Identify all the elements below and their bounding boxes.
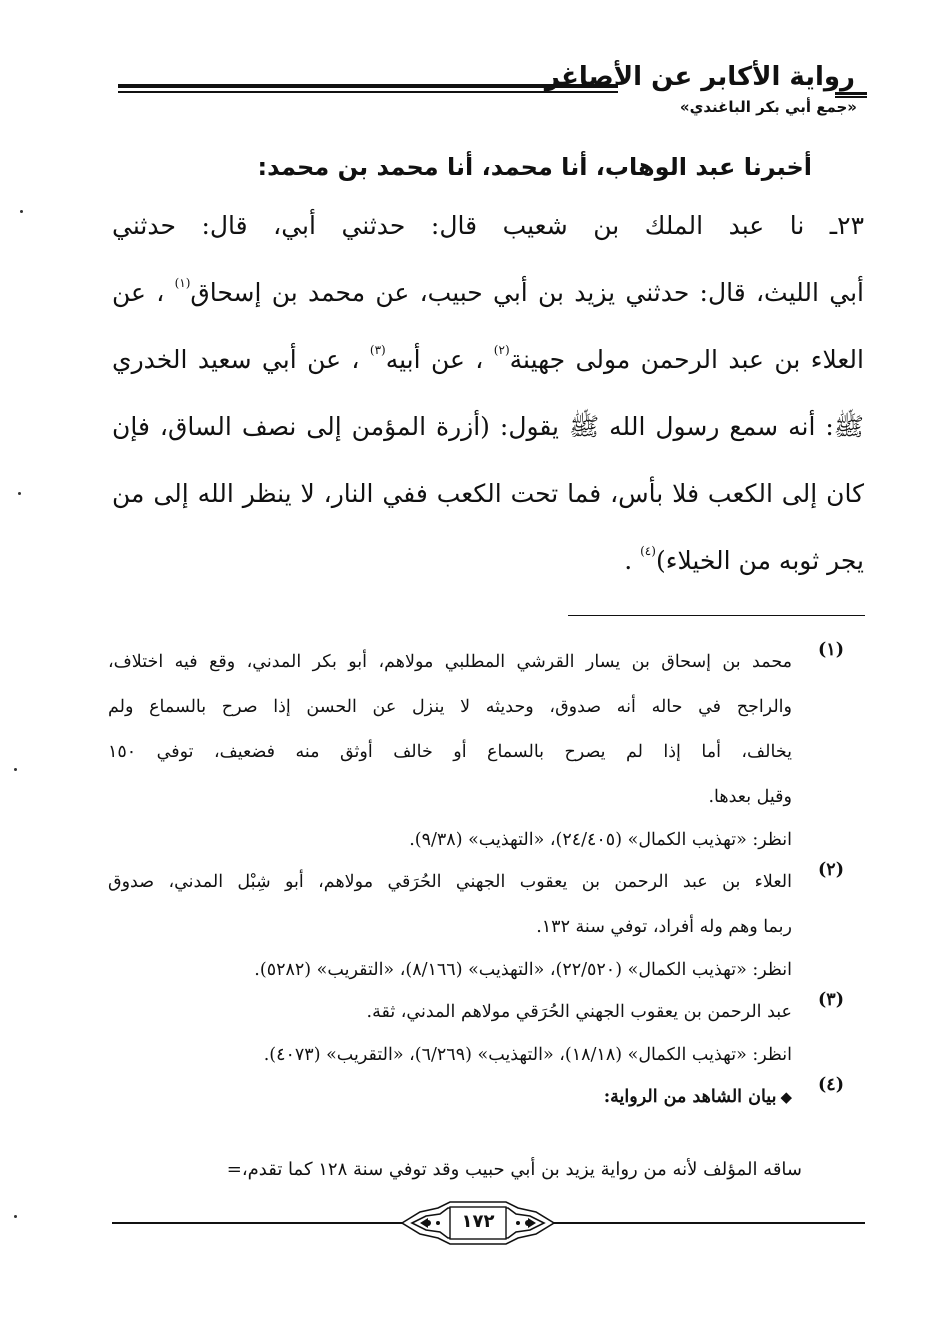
text-line: [112, 393, 864, 460]
footnote-line: ربما وهم وله أفراد، توفي سنة ١٣٢.: [536, 917, 792, 937]
scan-speck: [18, 492, 21, 495]
text-line: [112, 460, 864, 527]
header-rule-short: [835, 92, 867, 98]
footnote: [108, 990, 864, 1075]
footnote-line: عبد الرحمن بن يعقوب الجهني الحُرَقي مولاهم المدني، ثقة.: [366, 1002, 792, 1022]
text-line: [112, 326, 864, 393]
line-text: ، عن أبي سعيد الخدري: [112, 345, 360, 374]
line-text: كان إلى الكعب فلا بأس، فما تحت الكعب ففي النار، لا ينظر الله إلى من: [112, 479, 864, 508]
running-title: رواية الأكابر عن الأصاغر: [544, 62, 855, 92]
footnote-marker[interactable]: (٢): [493, 343, 510, 357]
text-line: [112, 259, 864, 326]
scan-speck: [20, 210, 23, 213]
footnote-marker[interactable]: (٣): [369, 343, 386, 357]
page-number: ١٧٢: [461, 1211, 495, 1232]
scan-speck: [14, 1215, 17, 1218]
footnote-line: يخالف، أما إذا لم يصرح بالسماع أو خالف أوثق منه فضعيف، توفي ١٥٠: [108, 742, 792, 762]
line-text: ﷺ: أنه سمع رسول الله ﷺ يقول: (أزرة المؤمن إلى نصف الساق، فإن: [112, 412, 864, 441]
line-text: العلاء بن عبد الرحمن مولى جهينة: [509, 345, 864, 374]
footnote-marker[interactable]: (٤): [640, 544, 656, 558]
footnote-heading-line: [108, 1075, 792, 1120]
footnote: [108, 640, 864, 860]
footnote-line: العلاء بن عبد الرحمن بن يعقوب الجهني الحُرَقي مولاهم، أبو شِبْل المدني، صدوق: [108, 872, 792, 892]
footnote-reference: انظر: «تهذيب الكمال» (١٨/١٨)، «التهذيب» (٦/٢٦٩)، «التقريب» (٤٠٧٣).: [263, 1045, 792, 1065]
text-line: [112, 527, 864, 594]
isnad-heading: أخبرنا عبد الوهاب، أنا محمد، أنا محمد بن محمد:: [257, 153, 812, 181]
footnote-heading: بيان الشاهد من الرواية:: [603, 1087, 777, 1107]
line-text: ، عن أبيه: [385, 345, 484, 374]
footnotes: [108, 640, 864, 1120]
footnote-reference: انظر: «تهذيب الكمال» (٢٢/٥٢٠)، «التهذيب» (٨/١٦٦)، «التقريب» (٥٢٨٢).: [254, 960, 792, 980]
main-text: [112, 142, 864, 594]
footnote-line: والراجح في حاله أنه صدوق، وحديثه لا ينزل عن الحسن إذا صرح بالسماع ولم: [108, 697, 792, 717]
footnote: [108, 860, 864, 990]
scan-speck: [14, 768, 17, 771]
running-subtitle: «جمع أبي بكر الباغندي»: [679, 98, 857, 116]
header-rule: [118, 84, 618, 93]
line-text: ، عن: [112, 278, 165, 307]
line-text: أبي الليث، قال: حدثني يزيد بن أبي حبيب، عن محمد بن إسحاق: [190, 278, 864, 307]
text-line: [112, 192, 864, 259]
footnote-number: (٣): [818, 990, 844, 1010]
line-text: .: [624, 546, 633, 575]
footnote-number: (٤): [818, 1075, 844, 1095]
line-text: يجر ثوبه من الخيلاء): [655, 546, 864, 575]
footnote-separator: [568, 615, 865, 616]
footnote-reference: انظر: «تهذيب الكمال» (٢٤/٤٠٥)، «التهذيب» (٩/٣٨).: [409, 830, 792, 850]
footnote-line: وقيل بعدها.: [708, 787, 792, 807]
footer-rule: [112, 1222, 402, 1224]
footnote-number: (٢): [818, 860, 844, 880]
footnote: [108, 1075, 864, 1120]
diamond-icon: ◆: [780, 1088, 792, 1106]
footnote-continuation: ساقه المؤلف لأنه من رواية يزيد بن أبي حبيب وقد توفي سنة ١٢٨ كما تقدم،=: [226, 1159, 802, 1180]
footnote-marker[interactable]: (١): [174, 276, 191, 290]
footnote-line: محمد بن إسحاق بن يسار القرشي المطلبي مولاهم، أبو بكر المدني، وقع فيه اختلاف،: [108, 652, 792, 672]
footnote-number: (١): [818, 640, 844, 660]
line-text: ٢٣ـ نا عبد الملك بن شعيب قال: حدثني أبي، قال: حدثني: [112, 211, 864, 240]
footer-rule: [553, 1222, 865, 1224]
